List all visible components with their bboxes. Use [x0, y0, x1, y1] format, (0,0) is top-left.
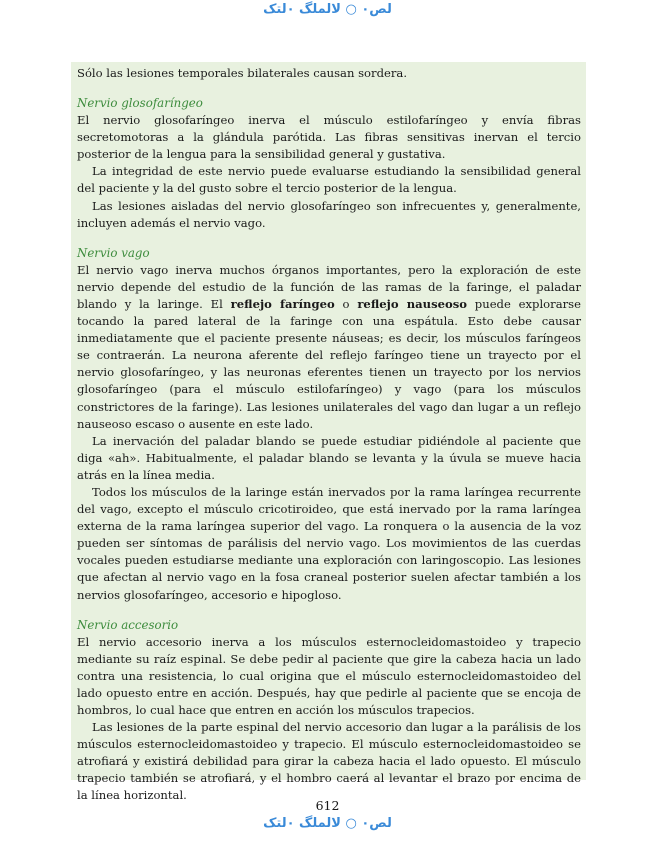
bold-term: reflejo nauseoso — [357, 296, 467, 311]
text-run: o — [334, 296, 358, 311]
paragraph — [77, 65, 581, 82]
text-run: La integridad de este nervio puede evaluarse estudiando la sensibilidad general del paciente y la del gusto sobre el tercio posterior de la lengua. — [77, 164, 581, 196]
text-box — [71, 62, 586, 803]
text-run: El nervio vago inerva muchos órganos importantes, pero la exploración de este nervio depende del estudio de la función de las ramas de la faringe, el paladar blando y la laringe. El — [77, 262, 581, 311]
paragraph — [77, 163, 581, 197]
section-heading: Nervio vago — [77, 245, 150, 260]
paragraph — [77, 262, 581, 433]
text-run: puede explorarse tocando la pared lateral de la faringe con una espátula. Esto debe causar inmediatamente que el paciente presente náuseas; es decir, los músculos faríngeos se contraerán. La neurona aferente del reflejo faríngeo tiene un trayecto por el nervio glosofaríngeo, y las neuronas eferentes tienen un trayecto por los nervios glosofaríngeo (para el músculo estilofaríngeo) y vago (para los músculos constrictores de la faringe). Las lesiones unilaterales del vago dan lugar a un reflejo nauseoso escaso o ausente en este lado. — [77, 296, 581, 431]
paragraph — [77, 484, 581, 604]
text-run: El nervio glosofaríngeo inerva el músculo estilofaríngeo y envía fibras secretomotoras a la glándula parótida. Las fibras sensitivas inervan el tercio posterior de la lengua para la sensibilidad general y gustativa. — [77, 113, 581, 162]
section-heading: Nervio accesorio — [77, 617, 179, 632]
text-run: La inervación del paladar blando se puede estudiar pidiéndole al paciente que diga «ah». Habitualmente, el paladar blando se levanta y la úvula se mueve hacia atrás en la línea media. — [77, 433, 581, 482]
text-run: Las lesiones aisladas del nervio glosofaríngeo son infrecuentes y, generalmente, incluyen además el nervio vago. — [77, 198, 581, 230]
bold-term: reflejo faríngeo — [230, 296, 335, 311]
paragraph — [77, 198, 581, 232]
text-run: Todos los músculos de la laringe están inervados por la rama laríngea recurrente del vago, excepto el músculo cricotiroideo, que está inervado por la rama laríngea externa de la rama laríngea superior del vago. La ronquera o la ausencia de la voz pueden ser síntomas de parálisis del nervio vago. Los movimientos de las cuerdas vocales pueden estudiarse mediante una exploración con laringoscopio. Las lesiones que afectan al nervio vago en la fosa craneal posterior suelen afectar también a los nervios glosofaríngeo, accesorio e hipogloso. — [77, 484, 581, 602]
watermark-bottom: لص٠ ○ لالملگ ٠لتک — [263, 816, 392, 831]
text-run: Sólo las lesiones temporales bilaterales causan sordera. — [77, 66, 408, 80]
paragraph — [77, 433, 581, 484]
text-run: El nervio accesorio inerva a los músculos esternocleidomastoideo y trapecio mediante su raíz espinal. Se debe pedir al paciente que gire la cabeza hacia un lado contra una resistencia, lo cual origina que el músculo esternocleidomastoideo del lado opuesto entre en acción. Después, hay que pedirle al paciente que se encoja de hombros, lo cual hace que entren en acción los músculos trapecios. — [77, 634, 581, 717]
text-run: Las lesiones de la parte espinal del nervio accesorio dan lugar a la parálisis de los músculos esternocleidomastoideo y trapecio. El músculo esternocleidomastoideo se atrofiará y existirá debilidad para girar la cabeza hacia el lado opuesto. El músculo trapecio también se atrofiará, y el hombro caerá al levantar el brazo por encima de la línea horizontal. — [77, 720, 581, 803]
section-heading: Nervio glosofaríngeo — [77, 96, 203, 111]
paragraph — [77, 112, 581, 163]
paragraph — [77, 719, 581, 804]
watermark-top: لص٠ ○ لالملگ ٠لتک — [263, 2, 392, 17]
paragraph — [77, 634, 581, 719]
page-number: 612 — [315, 798, 340, 813]
